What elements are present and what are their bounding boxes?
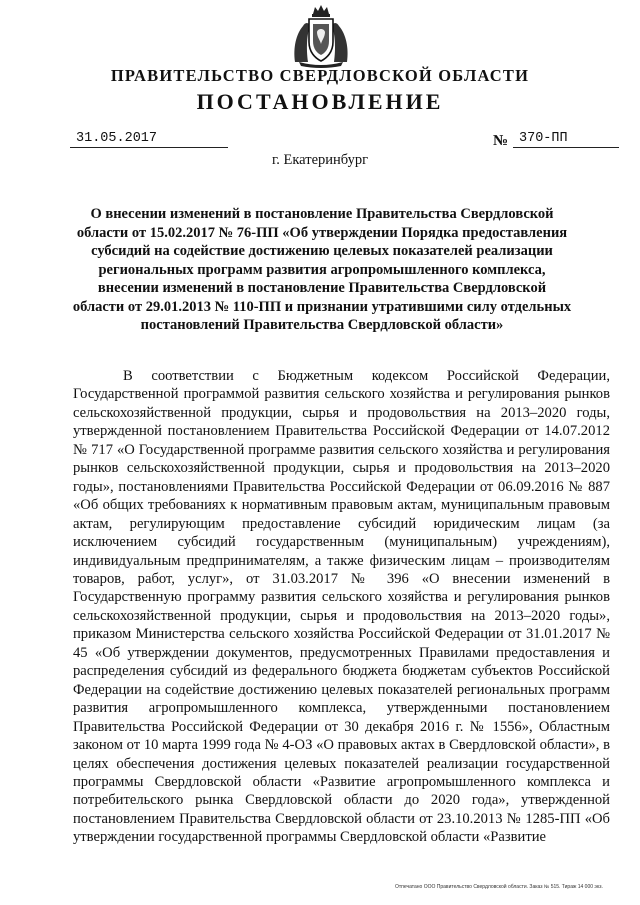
document-heading: О внесении изменений в постановление Правительства Свердловской области от 15.02.2017 № 76-ПП «Об утверждении Порядка предоставления субсидий на содействие достижению целевых показателей реализации региональных программ развития агропромышленного комплекса, внесении изменений в постановление Правительства Свердловской области от 29.01.2013 № 110-ПП и признании утратившими силу отдельных постановлений Правительства Свердловской области» [72, 206, 572, 333]
number-sign: № [493, 133, 509, 149]
document-body: В соответствии с Бюджетным кодексом Российской Федерации, Государственной программой развития сельского хозяйства и регулирования рынков сельскохозяйственной продукции, сырья и продовольствия на 2013–2020 годы, утвержденной постановлением Правительства Российской Федерации от 14.07.2012 № 717 «О Государственной программе развития сельского хозяйства и регулирования рынков сельскохозяйственной продукции, сырья и продовольствия на 2013–2020 годы», постановлениями Правительства Российской Федерации от 06.09.2016 № 887 «Об общих требованиях к нормативным правовым актам, муниципальным правовым актам, регулирующим предоставление субсидий юридическим лицам (за исключением субсидий государственным (муниципальным) учреждениям), индивидуальным предпринимателям, а также физическим лицам – производителям товаров, работ, услуг», от 31.03.2017 № 396 «О внесении изменений в Государственную программу развития сельского хозяйства и регулирования рынков сельскохозяйственной продукции, сырья и продовольствия на 2013–2020 годы», приказом Министерства сельского хозяйства Российской Федерации от 31.01.2017 № 45 «Об утверждении документов, предусмотренных Правилами предоставления и распределения субсидий из федерального бюджета бюджетам субъектов Российской Федерации на содействие достижению целевых показателей региональных программ развития агропромышленного комплекса, утвержденными постановлением Правительства Российской Федерации от 30 декабря 2016 г. № 1556», Областным законом от 10 марта 1999 года № 4-ОЗ «О правовых актах в Свердловской области», в целях обеспечения достижения целевых показателей реализации государственной программы Свердловской области «Развитие агропромышленного комплекса и потребительского рынка Свердловской области до 2020 года», утвержденной постановлением Правительства Свердловской области от 23.10.2013 № 1285-ПП «Об утверждении государственной программы Свердловской области «Развитие [73, 368, 610, 846]
document-type: ПОСТАНОВЛЕНИЕ [196, 89, 444, 114]
city-label: г. Екатеринбург [271, 152, 369, 168]
document-date: 31.05.2017 [76, 131, 158, 146]
print-footer-note: Отпечатано ООО Правительство Свердловской области. Заказ № 515. Тираж 14 000 экз. [395, 884, 603, 890]
government-title: ПРАВИТЕЛЬСТВО СВЕРДЛОВСКОЙ ОБЛАСТИ [110, 66, 530, 85]
document-number: 370-ПП [519, 131, 568, 146]
coat-of-arms-icon [291, 4, 351, 68]
number-underline [513, 147, 619, 148]
date-underline [70, 147, 228, 148]
